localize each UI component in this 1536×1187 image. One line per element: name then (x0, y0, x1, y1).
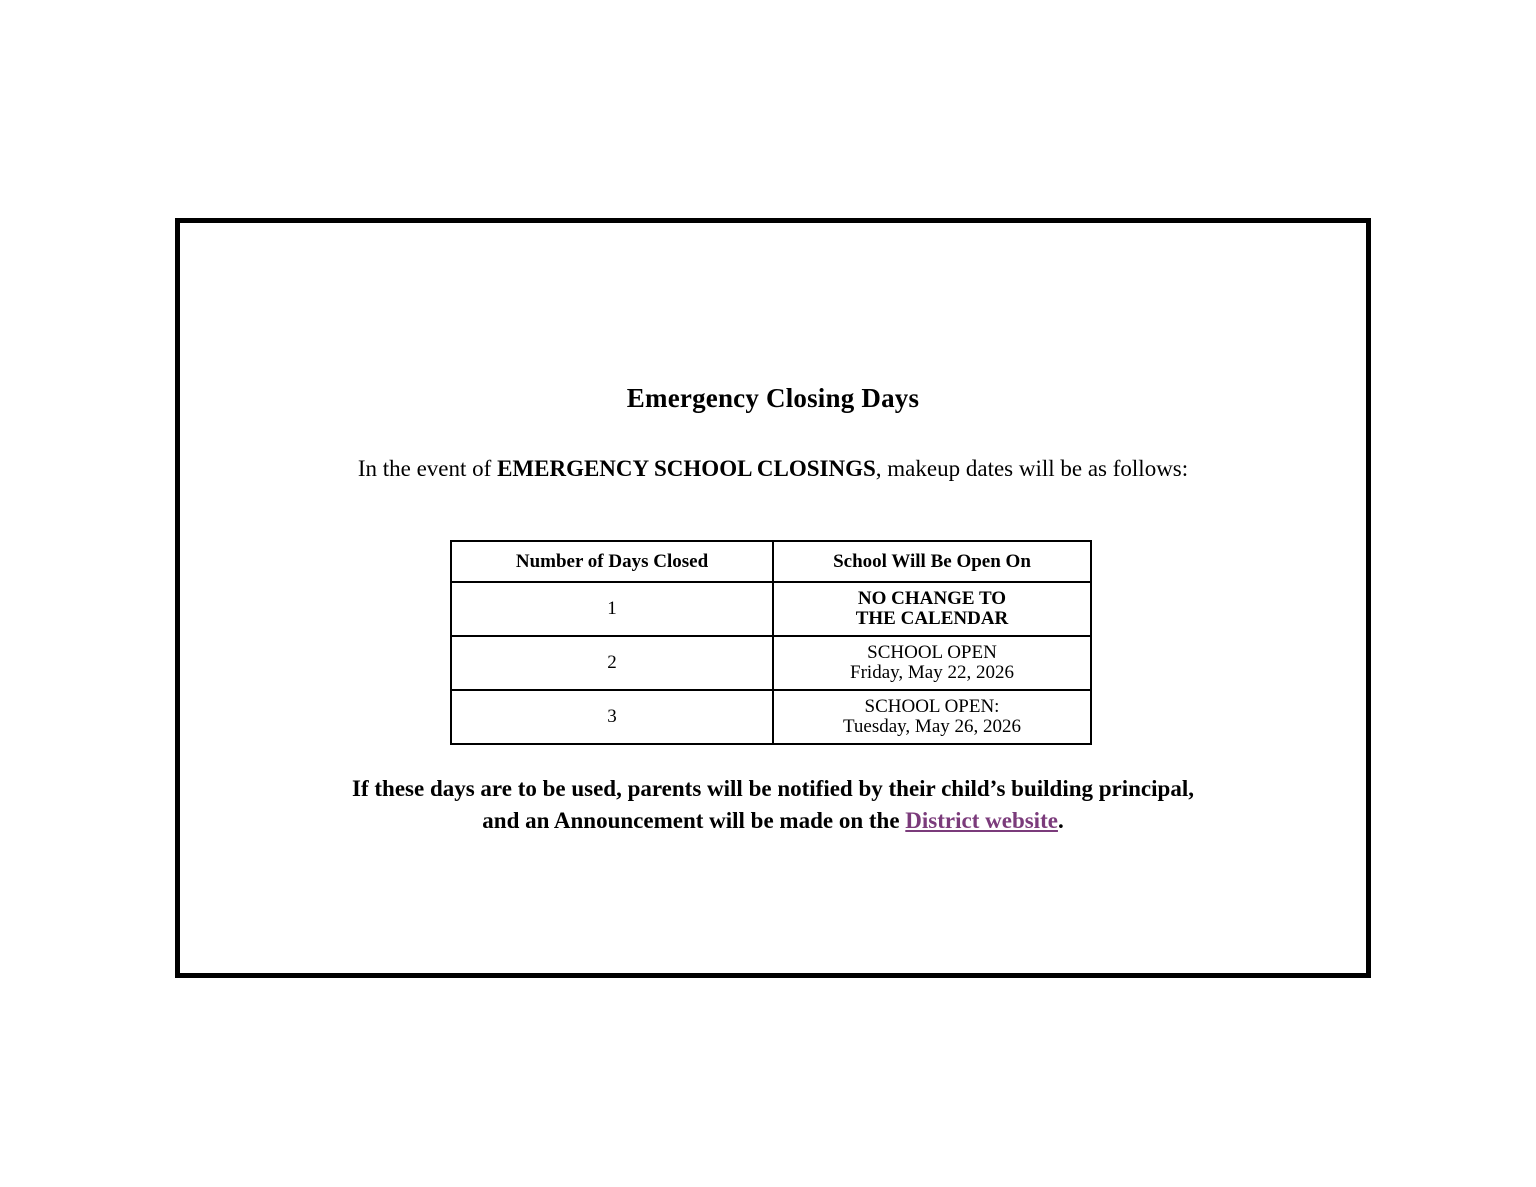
makeup-days-table (450, 540, 1092, 745)
note-line2 (180, 805, 1366, 837)
header-days-closed: Number of Days Closed (451, 541, 773, 582)
table-header-row (451, 541, 1091, 582)
notification-note (180, 773, 1366, 837)
open-on-line1: SCHOOL OPEN (867, 642, 997, 663)
open-on-cell (773, 636, 1091, 690)
days-closed-cell: 1 (451, 582, 773, 636)
open-on-cell (773, 690, 1091, 744)
days-closed-cell: 3 (451, 690, 773, 744)
intro-suffix: , makeup dates will be as follows: (875, 456, 1189, 481)
header-open-on: School Will Be Open On (773, 541, 1091, 582)
intro-paragraph (180, 456, 1366, 482)
open-on-line1: NO CHANGE TO (857, 588, 1007, 609)
table-row (451, 636, 1091, 690)
intro-emphasis: EMERGENCY SCHOOL CLOSINGS (497, 456, 876, 481)
table-row (451, 582, 1091, 636)
document-frame (175, 218, 1371, 978)
intro-prefix: In the event of (357, 456, 498, 481)
district-website-link[interactable]: District website (905, 808, 1058, 833)
note-line1: If these days are to be used, parents will be notified by their child’s building principal, (352, 776, 1194, 801)
open-on-line1: SCHOOL OPEN: (864, 696, 1000, 717)
page-title: Emergency Closing Days (626, 383, 920, 413)
note-line2-suffix: . (1057, 808, 1064, 833)
open-on-cell (773, 582, 1091, 636)
days-closed-cell: 2 (451, 636, 773, 690)
table-row (451, 690, 1091, 744)
note-line2-prefix: and an Announcement will be made on the (482, 808, 906, 833)
open-on-line2: Tuesday, May 26, 2026 (842, 716, 1022, 737)
open-on-line2: Friday, May 22, 2026 (850, 662, 1014, 683)
open-on-line2: THE CALENDAR (855, 608, 1009, 629)
